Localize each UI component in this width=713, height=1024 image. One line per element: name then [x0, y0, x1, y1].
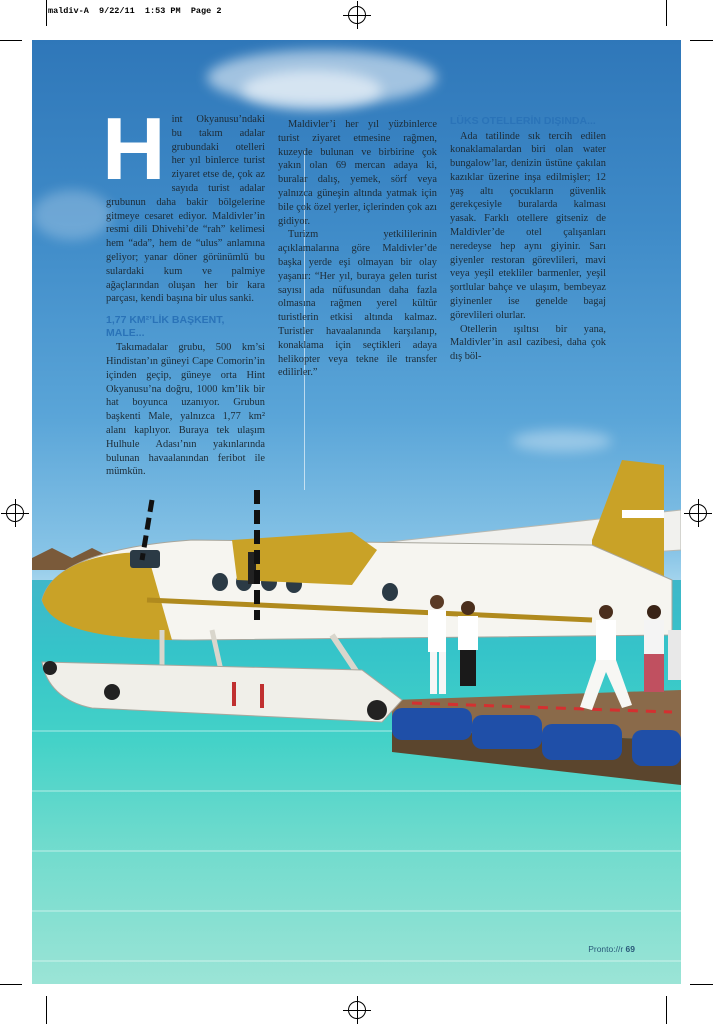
crop-mark	[666, 0, 667, 26]
body-paragraph: Otellerin ışıltısı bir yana, Maldivler’in asıl cazibesi, daha çok dış böl-	[450, 323, 606, 363]
crop-mark	[0, 984, 22, 985]
page-folio	[588, 944, 635, 954]
intro-paragraph: int Okyanusu’ndaki bu takım adalar grubundaki otelleri her yıl binlerce turist ziyaret etse de, çok az sayıda turist adalar grubunun daha bakir bölgelerine gitmeye cesaret ediyor. Maldivler’in resmi dili Dhivehi’de “rah” kelimesi hem “ada”, hem de “ulus” anlamına geliyor; yanar döner görünümlü bu sulardaki kum ve palmiye ağaçlarından oluşan her bir kara parçası, kendi başına bir ulus sanki.	[106, 114, 265, 305]
article-column-3	[450, 115, 606, 364]
registration-mark-icon	[6, 504, 24, 522]
magazine-brand-suffix: ://r	[613, 944, 624, 954]
body-paragraph: Turizm yetkililerinin açıklamalarına göre Maldivler’de başka yerde eşi olmayan bir olay yaşanır: “Her yıl, buraya gelen turist sayısı ada nüfusundan daha fazla olmasına rağmen yerel kültür turistlerin etkisi altında kalmaz. Turistler havaalanında karşılanıp, konaklama için seçtikleri adaya helikopter veya tekne ile transfer edilirler.”	[278, 229, 437, 379]
crop-mark	[0, 40, 22, 41]
crop-mark	[666, 996, 667, 1024]
section-heading: LÜKS OTELLERİN DIŞINDA...	[450, 115, 596, 127]
registration-mark-icon	[689, 504, 707, 522]
page-number: 69	[625, 944, 635, 954]
crop-mark	[690, 984, 713, 985]
crop-mark	[46, 0, 47, 26]
drop-cap: H	[102, 99, 166, 198]
section-heading: 1,77 KM²’LİK BAŞKENT, MALE...	[106, 314, 225, 339]
magazine-brand: Pronto	[588, 944, 614, 954]
article-column-1	[102, 99, 265, 479]
body-paragraph: Ada tatilinde sık tercih edilen konaklamalardan biri olan water bungalow’lar, denizin üstüne çakılan kazıklar üzerine inşa edilmişler; 12 yaş altı çocukların güvenlik gerekçesiyle buralarda kalması yasak. Farklı otellere gitseniz de Maldivler’de otel çalışanları neredeyse hep aynı giyinir. Sarı giyenler restoran görevlileri, mavi veya yeşil etekliler barmenler, yeşil şortlular bahçe ve ulaşım, bembeyaz giyinenler ise genelde bagaj görevlileri olurlar.	[450, 130, 606, 321]
print-slug: maldiv-A 9/22/11 1:53 PM Page 2	[48, 6, 222, 16]
registration-mark-icon	[348, 1001, 366, 1019]
body-paragraph: Maldivler’i her yıl yüzbinlerce turist ziyaret etmesine rağmen, kuzeyde bulunan ve birbirine çok yakın olan 69 mercan adaya ki, buralar dalış, yemek, sörf veya yalnızca güneşin altında yatmak için bile çok özel yerler, içlerinden çok azı gidiyor.	[278, 119, 437, 227]
body-paragraph: Takımadalar grubu, 500 km’si Hindistan’ın güneyi Cape Comorin’in içinden geçip, güneye orta Hint Okyanusu’na doğru, 1000 km’lik bir hat boyunca uzanıyor. Grubun başkenti Male, yalnızca 1,77 km² alanı kaplıyor. Buraya tek ulaşım Hulhule Adası’nın yakınlarında bulunan havaalanından feribot ile mümkün.	[106, 342, 265, 478]
article-column-2	[278, 118, 437, 380]
registration-mark-icon	[348, 6, 366, 24]
crop-mark	[46, 996, 47, 1024]
crop-mark	[690, 40, 713, 41]
